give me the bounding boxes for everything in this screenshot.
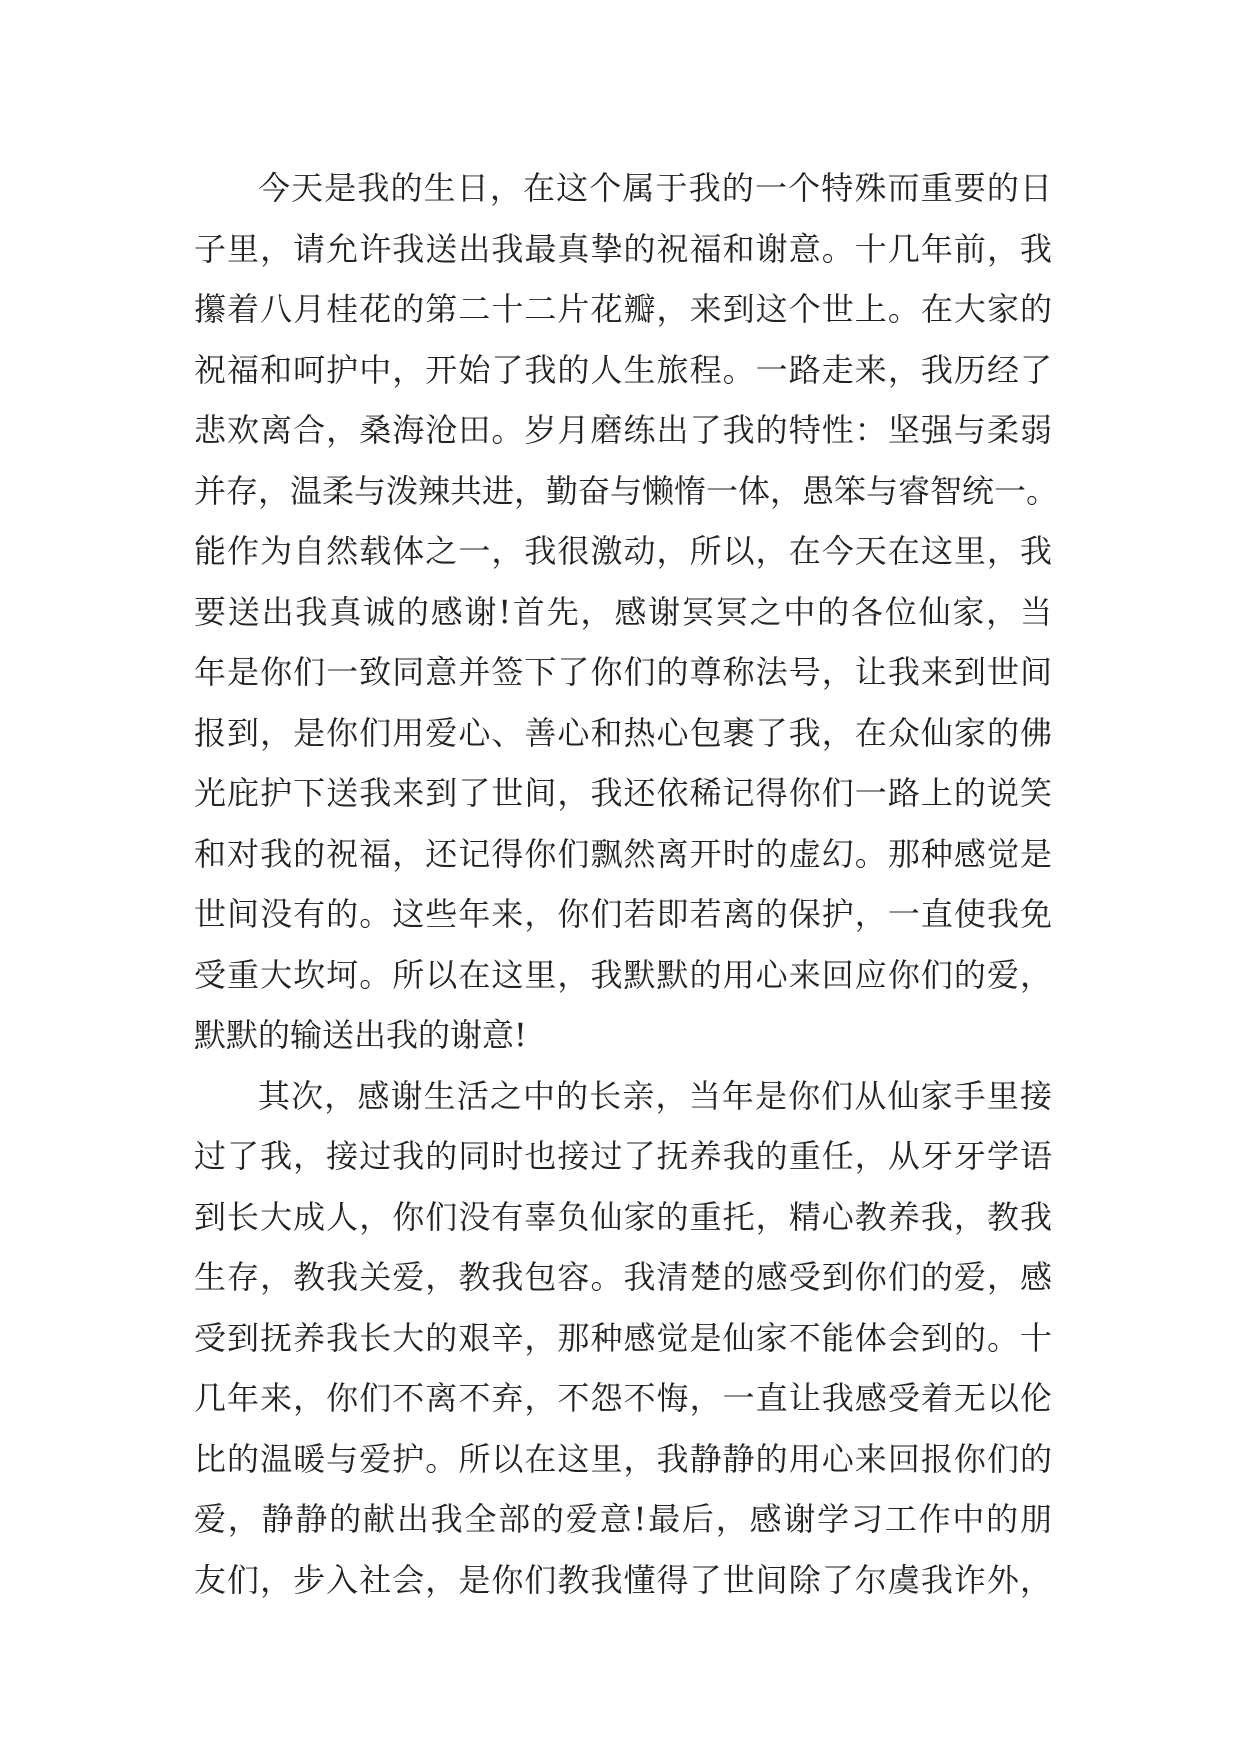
text-line: 年是你们一致同意并签下了你们的尊称法号，让我来到世间 (194, 653, 1052, 691)
paragraph (194, 158, 1059, 1066)
paragraph (194, 1066, 1052, 1611)
text-line: 受到抚养我长大的艰辛，那种感觉是仙家不能体会到的。十 (194, 1318, 1052, 1357)
text-line: 爱，静静的献出我全部的爱意!最后，感谢学习工作中的朋 (194, 1500, 1052, 1538)
text-line: 到长大成人，你们没有辜负仙家的重托，精心教养我，教我 (194, 1197, 1052, 1236)
text-line: 世间没有的。这些年来，你们若即若离的保护，一直使我免 (194, 895, 1052, 933)
text-line: 其次，感谢生活之中的长亲，当年是你们从仙家手里接 (258, 1076, 1052, 1115)
text-line: 报到，是你们用爱心、善心和热心包裹了我，在众仙家的佛 (194, 713, 1052, 752)
document-body (194, 158, 1059, 1610)
text-line: 悲欢离合，桑海沧田。岁月磨练出了我的特性：坚强与柔弱 (194, 411, 1052, 449)
text-line: 过了我，接过我的同时也接过了抚养我的重任，从牙牙学语 (194, 1137, 1052, 1175)
text-line: 几年来，你们不离不弃，不怨不悔，一直让我感受着无以伦 (194, 1379, 1052, 1417)
text-line: 受重大坎坷。所以在这里，我默默的用心来回应你们的爱， (194, 955, 1052, 994)
text-line: 祝福和呵护中，开始了我的人生旅程。一路走来，我历经了 (194, 350, 1052, 389)
text-line: 生存，教我关爱，教我包容。我清楚的感受到你们的爱，感 (194, 1258, 1052, 1296)
text-line: 要送出我真诚的感谢!首先，感谢冥冥之中的各位仙家，当 (194, 592, 1052, 631)
text-line: 和对我的祝福，还记得你们飘然离开时的虚幻。那种感觉是 (194, 834, 1052, 873)
text-line: 比的温暖与爱护。所以在这里，我静静的用心来回报你们的 (194, 1439, 1052, 1478)
text-line: 能作为自然载体之一，我很激动，所以，在今天在这里，我 (194, 532, 1052, 570)
text-line: 光庇护下送我来到了世间，我还依稀记得你们一路上的说笑 (194, 774, 1052, 812)
text-line: 默默的输送出我的谢意! (194, 1016, 527, 1054)
text-line: 今天是我的生日，在这个属于我的一个特殊而重要的日 (258, 169, 1052, 207)
text-line: 子里，请允许我送出我最真挚的祝福和谢意。十几年前，我 (194, 229, 1052, 268)
text-line: 攥着八月桂花的第二十二片花瓣，来到这个世上。在大家的 (194, 290, 1052, 328)
text-line: 友们，步入社会，是你们教我懂得了世间除了尔虞我诈外， (194, 1560, 1052, 1599)
text-line: 并存，温柔与泼辣共进，勤奋与懒惰一体，愚笨与睿智统一。 (194, 471, 1059, 510)
